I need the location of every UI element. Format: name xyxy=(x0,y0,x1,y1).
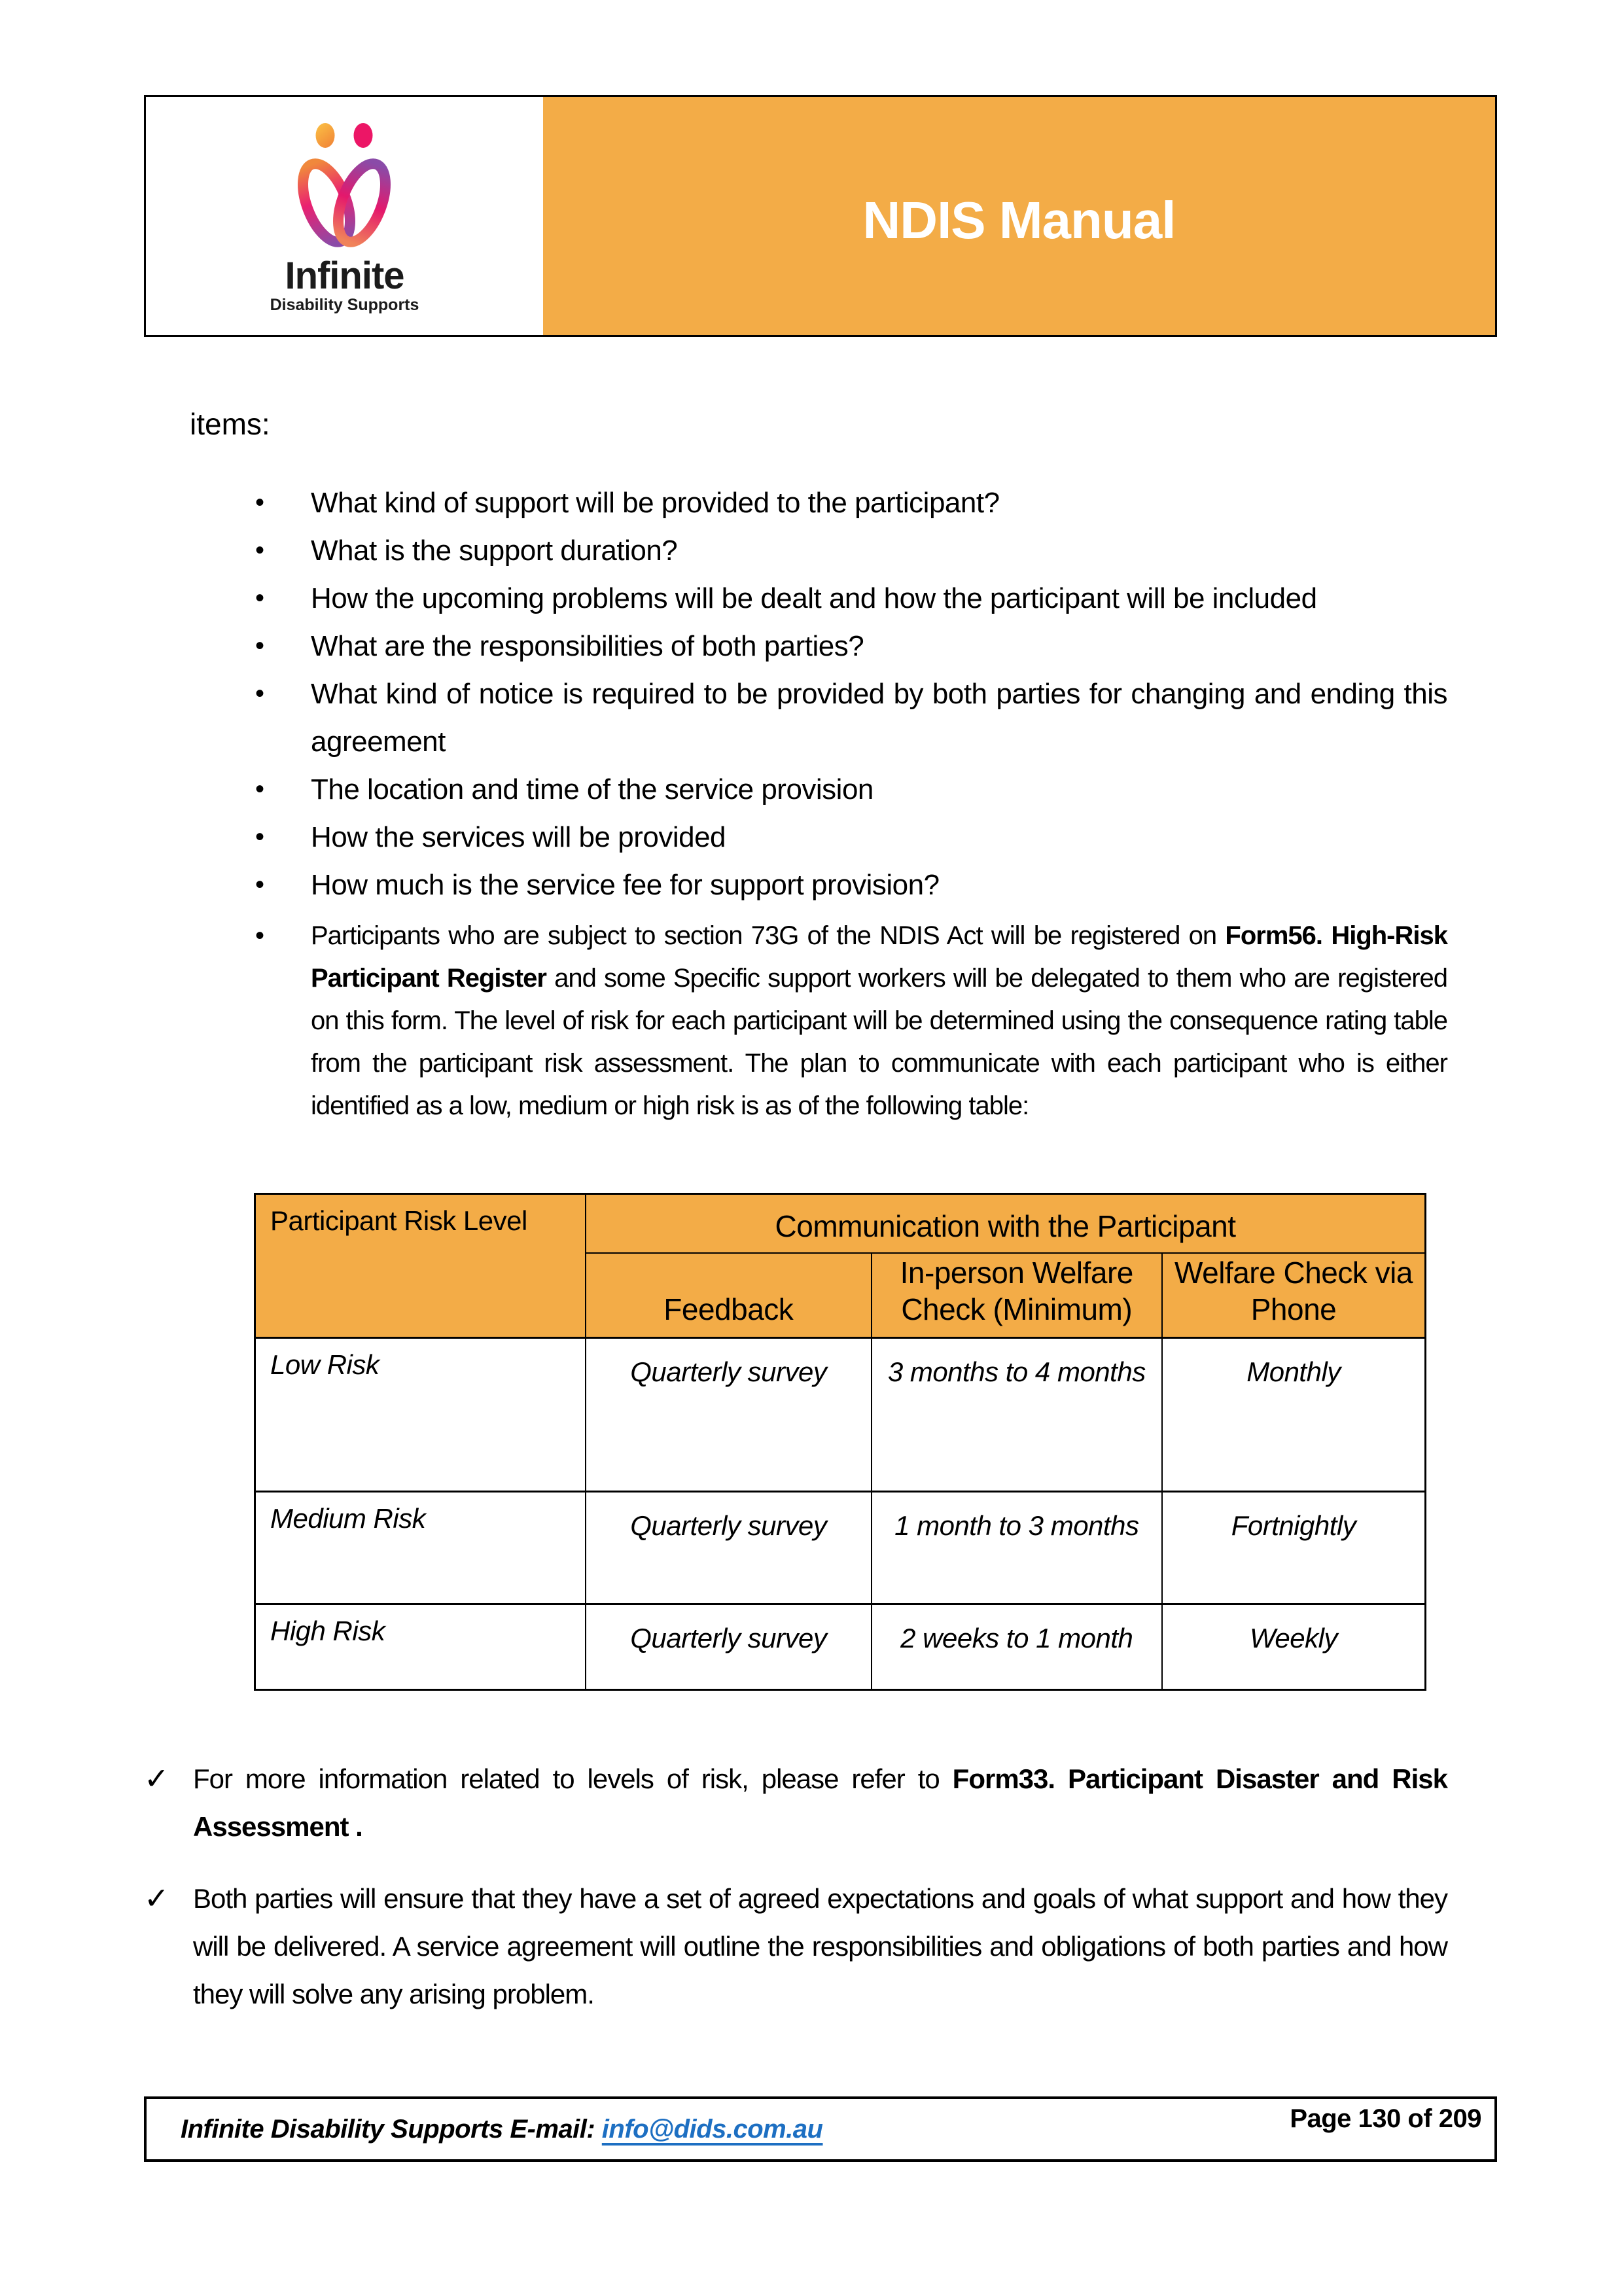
list-item xyxy=(255,813,1447,861)
cell-inperson: 3 months to 4 months xyxy=(872,1337,1162,1491)
list-item xyxy=(255,479,1447,527)
table-row xyxy=(255,1491,1426,1604)
cell-phone: Weekly xyxy=(1162,1604,1426,1689)
logo-subtitle: Disability Supports xyxy=(270,296,419,314)
paragraph-text: Participants who are subject to section 73G of the NDIS Act will be registered on xyxy=(311,921,1226,950)
bullet-icon: • xyxy=(255,921,264,950)
column-header-risk-level: Participant Risk Level xyxy=(255,1194,586,1338)
cell-risk-level: Medium Risk xyxy=(255,1491,586,1604)
list-item xyxy=(255,622,1447,670)
intro-label: items: xyxy=(190,407,270,441)
list-item-text: What kind of notice is required to be provided by both parties for changing and ending this agreement xyxy=(311,678,1447,758)
list-item xyxy=(255,861,1447,909)
bullet-icon: • xyxy=(255,679,264,708)
footer-band xyxy=(144,2096,1497,2162)
table-row xyxy=(255,1337,1426,1491)
form56-reference: Form56. High-Risk Participant Register xyxy=(311,921,1447,993)
cell-inperson: 2 weeks to 1 month xyxy=(872,1604,1162,1689)
cell-risk-level: Low Risk xyxy=(255,1337,586,1491)
footer-label: Infinite Disability Supports E-mail: xyxy=(181,2115,602,2144)
cell-phone: Monthly xyxy=(1162,1337,1426,1491)
page-number: Page 130 of 209 xyxy=(1290,2104,1481,2133)
list-item xyxy=(255,574,1447,622)
bullet-icon: • xyxy=(255,822,264,851)
logo-wordmark: Infinite xyxy=(285,255,404,297)
footer-contact xyxy=(181,2115,822,2144)
cell-phone: Fortnightly xyxy=(1162,1491,1426,1604)
bullet-icon: • xyxy=(255,488,264,517)
email-link[interactable]: info@dids.com.au xyxy=(601,2115,823,2144)
form33-reference: Form33. Participant Disaster and Risk Assessment . xyxy=(193,1763,1447,1842)
check-note xyxy=(144,1755,1447,1850)
list-item xyxy=(255,527,1447,574)
list-item-text: How much is the service fee for support provision? xyxy=(311,869,940,901)
list-item xyxy=(255,670,1447,766)
note-text: Both parties will ensure that they have a set of agreed expectations and goals of what support and how they will be delivered. A service agreement will outline the responsibilities and obligations of both parties and how they will solve any arising problem. xyxy=(193,1883,1447,2009)
bullet-icon: • xyxy=(255,536,264,565)
list-item-text: What is the support duration? xyxy=(311,535,678,567)
bullet-icon: • xyxy=(255,584,264,612)
cell-feedback: Quarterly survey xyxy=(586,1337,871,1491)
column-header-communication: Communication with the Participant xyxy=(586,1194,1425,1253)
title-panel xyxy=(543,97,1495,335)
column-header-inperson: In-person Welfare Check (Minimum) xyxy=(872,1253,1162,1338)
list-item-text: What kind of support will be provided to the participant? xyxy=(311,487,1000,519)
list-item xyxy=(255,766,1447,813)
bullet-icon: • xyxy=(255,775,264,804)
logo-panel xyxy=(146,97,543,335)
column-header-feedback: Feedback xyxy=(586,1253,871,1338)
page-title: NDIS Manual xyxy=(862,191,1176,249)
infinity-logo-icon xyxy=(286,122,404,256)
list-item-long xyxy=(255,915,1447,1127)
risk-communication-table xyxy=(254,1193,1426,1691)
cell-feedback: Quarterly survey xyxy=(586,1604,871,1689)
list-item-text: What are the responsibilities of both parties? xyxy=(311,630,864,662)
cell-risk-level: High Risk xyxy=(255,1604,586,1689)
paragraph-text: and some Specific support workers will be delegated to them who are registered on this form. The level of risk for each participant will be determined using the consequence rating table from the participant risk assessment. The plan to communicate with each participant who is either identified as a low, medium or high risk is as of the following table: xyxy=(311,964,1448,1120)
cell-feedback: Quarterly survey xyxy=(586,1491,871,1604)
table-row xyxy=(255,1604,1426,1689)
header-band xyxy=(144,95,1497,337)
check-note xyxy=(144,1875,1447,2018)
cell-inperson: 1 month to 3 months xyxy=(872,1491,1162,1604)
list-item-text: The location and time of the service provision xyxy=(311,773,874,805)
column-header-phone: Welfare Check via Phone xyxy=(1162,1253,1426,1338)
note-text: For more information related to levels of risk, please refer to xyxy=(193,1763,953,1794)
bullet-list xyxy=(255,479,1447,909)
bullet-icon: • xyxy=(255,631,264,660)
bullet-icon: • xyxy=(255,870,264,899)
list-item-text: How the upcoming problems will be dealt and how the participant will be included xyxy=(311,582,1317,614)
list-item-text: How the services will be provided xyxy=(311,821,726,853)
checkmark-icon: ✓ xyxy=(144,1881,169,1915)
checkmark-icon: ✓ xyxy=(144,1761,169,1795)
